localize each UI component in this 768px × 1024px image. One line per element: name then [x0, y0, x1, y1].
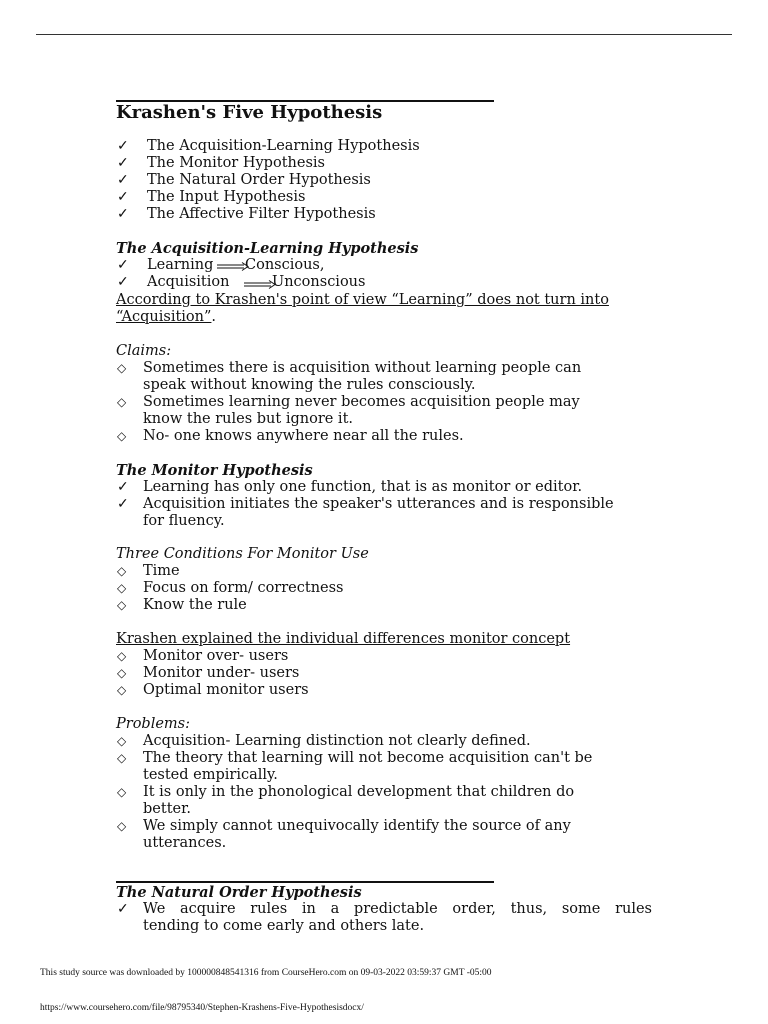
list-item: The Natural Order Hypothesis: [147, 172, 371, 188]
problem-item: We simply cannot unequivocally identify the source of any: [143, 818, 571, 834]
section-heading-natural-order: The Natural Order Hypothesis: [116, 884, 362, 901]
krashen-note-line1: According to Krashen's point of view “Learning” does not turn into: [116, 292, 609, 308]
diamond-bullet-icon: ◇: [117, 598, 127, 612]
condition-item: Focus on form/ correctness: [143, 580, 344, 596]
acquisition-label: Acquisition: [147, 274, 230, 290]
check-icon: ✓: [117, 496, 129, 512]
check-icon: ✓: [117, 901, 129, 917]
diamond-bullet-icon: ◇: [117, 564, 127, 578]
diamond-bullet-icon: ◇: [117, 429, 127, 443]
learning-label: Learning: [147, 257, 214, 273]
page-title: Krashen's Five Hypothesis: [116, 102, 383, 123]
top-divider: [36, 34, 732, 35]
claims-label: Claims:: [116, 343, 172, 359]
diamond-bullet-icon: ◇: [117, 361, 127, 375]
list-item: The Monitor Hypothesis: [147, 155, 325, 171]
check-icon: ✓: [117, 155, 129, 171]
unconscious-label: Unconscious: [272, 274, 366, 290]
list-item: The Affective Filter Hypothesis: [147, 206, 376, 222]
check-icon: ✓: [117, 206, 129, 222]
natural-order-line1: We acquire rules in a predictable order, thus, some rules: [143, 901, 652, 917]
diamond-bullet-icon: ◇: [117, 819, 127, 833]
diamond-bullet-icon: ◇: [117, 666, 127, 680]
difference-item: Monitor over- users: [143, 648, 289, 664]
problem-item: It is only in the phonological development that children do: [143, 784, 575, 800]
monitor-item: Learning has only one function, that is as monitor or editor.: [143, 479, 583, 495]
section-heading-acquisition-learning: The Acquisition-Learning Hypothesis: [116, 240, 419, 257]
krashen-note-line2: [116, 309, 216, 326]
check-icon: ✓: [117, 138, 129, 154]
problems-label: Problems:: [116, 716, 190, 732]
condition-item: Know the rule: [143, 597, 247, 613]
problem-item: The theory that learning will not become acquisition can't be: [143, 750, 593, 766]
problem-item: Acquisition- Learning distinction not clearly defined.: [143, 733, 531, 749]
diamond-bullet-icon: ◇: [117, 751, 127, 765]
source-url[interactable]: https://www.coursehero.com/file/98795340/Stephen-Krashens-Five-Hypothesisdocx/: [40, 1003, 364, 1013]
section-heading-monitor: The Monitor Hypothesis: [116, 462, 313, 479]
problem-item-continuation: tested empirically.: [143, 767, 278, 783]
problem-item-continuation: utterances.: [143, 835, 227, 851]
list-item: The Input Hypothesis: [147, 189, 306, 205]
check-icon: ✓: [117, 189, 129, 205]
monitor-item: Acquisition initiates the speaker's utterances and is responsible: [143, 496, 614, 512]
diamond-bullet-icon: ◇: [117, 683, 127, 697]
check-icon: ✓: [117, 274, 129, 290]
diamond-bullet-icon: ◇: [117, 734, 127, 748]
check-icon: ✓: [117, 257, 129, 273]
diamond-bullet-icon: ◇: [117, 785, 127, 799]
claim-item-continuation: know the rules but ignore it.: [143, 411, 354, 427]
source-footer: This study source was downloaded by 100000848541316 from CourseHero.com on 09-03-2022 03:59:37 GMT -05:00: [40, 968, 492, 978]
list-item: The Acquisition-Learning Hypothesis: [147, 138, 420, 154]
acquisition-term: “Acquisition”: [116, 309, 212, 325]
claim-item: Sometimes learning never becomes acquisition people may: [143, 394, 580, 410]
check-icon: ✓: [117, 479, 129, 495]
note-period: .: [211, 309, 217, 325]
claim-item: No- one knows anywhere near all the rules.: [143, 428, 464, 444]
natural-order-line2: tending to come early and others late.: [143, 918, 425, 934]
claim-item: Sometimes there is acquisition without learning people can: [143, 360, 582, 376]
diamond-bullet-icon: ◇: [117, 581, 127, 595]
claim-item-continuation: speak without knowing the rules consciously.: [143, 377, 476, 393]
section-rule: [116, 881, 494, 883]
diamond-bullet-icon: ◇: [117, 395, 127, 409]
monitor-item-continuation: for fluency.: [143, 513, 225, 529]
conscious-label: Conscious,: [245, 257, 325, 273]
problem-item-continuation: better.: [143, 801, 192, 817]
difference-item: Monitor under- users: [143, 665, 300, 681]
condition-item: Time: [143, 563, 180, 579]
check-icon: ✓: [117, 172, 129, 188]
diamond-bullet-icon: ◇: [117, 649, 127, 663]
differences-label: Krashen explained the individual differences monitor concept: [116, 631, 571, 647]
conditions-label: Three Conditions For Monitor Use: [116, 546, 369, 562]
difference-item: Optimal monitor users: [143, 682, 309, 698]
